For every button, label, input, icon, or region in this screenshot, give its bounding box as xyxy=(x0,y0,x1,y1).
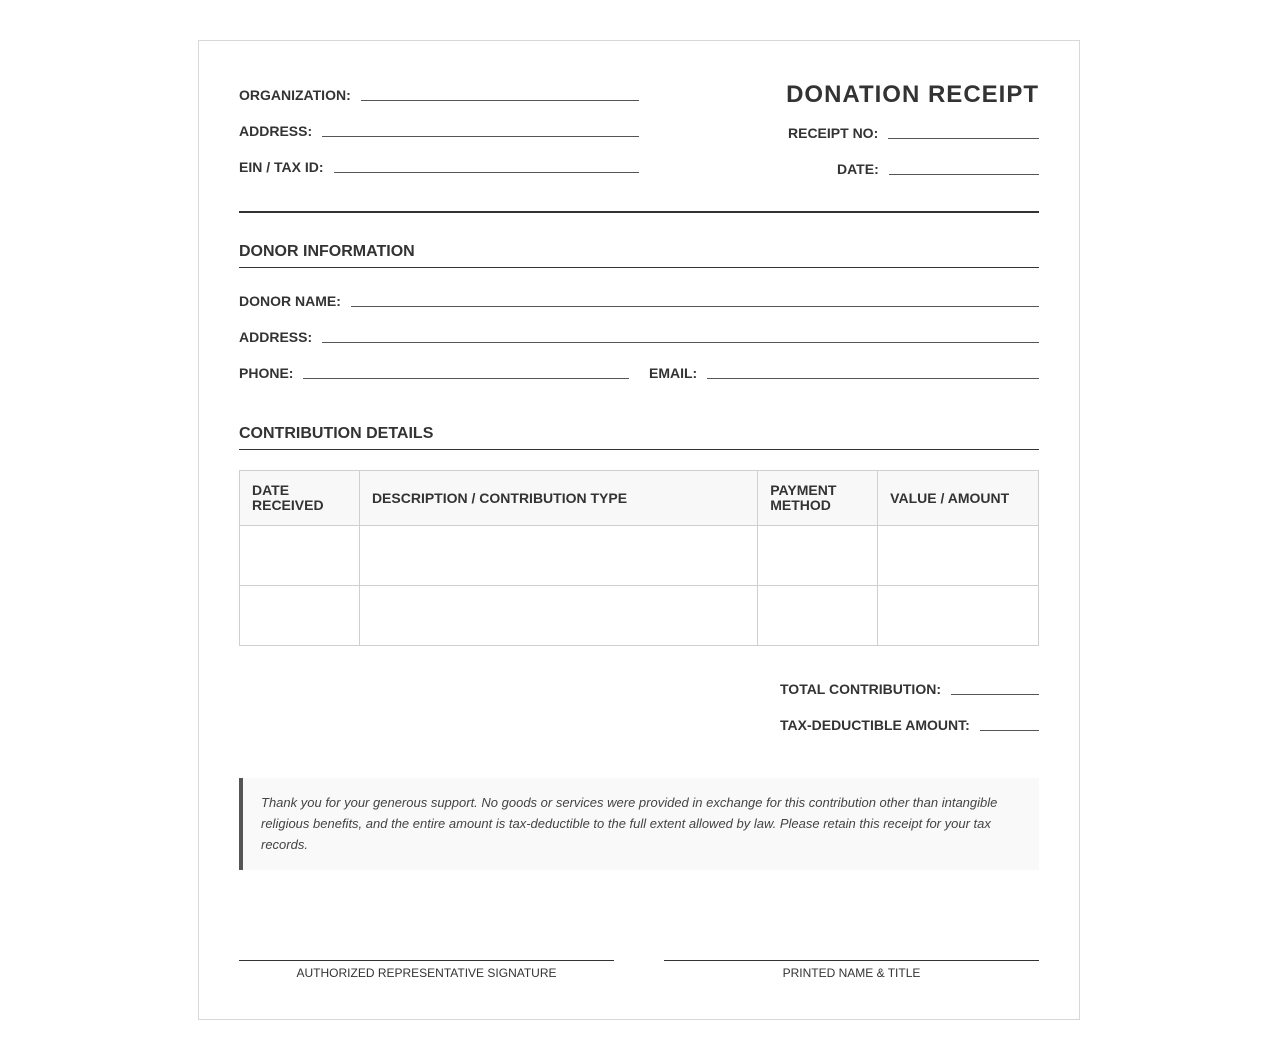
contribution-section-title: CONTRIBUTION DETAILS xyxy=(239,425,1039,450)
signature-label-left: AUTHORIZED REPRESENTATIVE SIGNATURE xyxy=(296,966,557,980)
email-label: EMAIL: xyxy=(649,365,698,381)
org-address-label: ADDRESS: xyxy=(239,123,313,139)
organization-label: ORGANIZATION: xyxy=(239,87,351,103)
donor-name-line[interactable] xyxy=(351,306,1039,307)
signature-block-right xyxy=(664,960,1039,980)
tax-deductible-label: TAX-DEDUCTIBLE AMOUNT: xyxy=(780,717,970,733)
org-address-line[interactable] xyxy=(322,136,639,137)
signature-label-right: PRINTED NAME & TITLE xyxy=(782,966,921,980)
acknowledgment-note: Thank you for your generous support. No goods or services were provided in exchange for this contribution other than intangible religious benefits, and the entire amount is tax-deductible to the full extent allowed by law. Please retain this receipt for your tax records. xyxy=(239,778,1039,870)
donor-name-label: DONOR NAME: xyxy=(239,293,341,309)
table-header-row xyxy=(240,471,1039,526)
total-contribution-line[interactable] xyxy=(951,694,1039,695)
table-cell[interactable] xyxy=(359,586,757,646)
donor-section-title: DONOR INFORMATION xyxy=(239,243,1039,268)
receipt-content xyxy=(239,41,1039,1019)
table-row xyxy=(240,586,1039,646)
page-title: DONATION RECEIPT xyxy=(786,81,1039,108)
tax-deductible-field[interactable] xyxy=(780,717,1039,733)
receipt-page xyxy=(198,40,1080,1020)
total-contribution-field[interactable] xyxy=(780,681,1039,697)
col-description: DESCRIPTION / CONTRIBUTION TYPE xyxy=(359,471,757,526)
signature-block-left xyxy=(239,960,614,980)
signature-line-right[interactable] xyxy=(664,960,1039,961)
donor-address-label: ADDRESS: xyxy=(239,329,313,345)
receipt-no-line[interactable] xyxy=(888,138,1039,139)
table-cell[interactable] xyxy=(878,526,1039,586)
phone-field[interactable] xyxy=(239,365,629,381)
email-line[interactable] xyxy=(707,378,1039,379)
receipt-no-label: RECEIPT NO: xyxy=(788,125,879,141)
ein-label: EIN / TAX ID: xyxy=(239,159,324,175)
donor-address-line[interactable] xyxy=(322,342,1039,343)
phone-line[interactable] xyxy=(303,378,629,379)
date-line[interactable] xyxy=(889,174,1039,175)
organization-line[interactable] xyxy=(361,100,639,101)
table-row xyxy=(240,526,1039,586)
donor-name-field[interactable] xyxy=(239,293,1039,309)
col-payment-method: PAYMENT METHOD xyxy=(758,471,878,526)
date-label: DATE: xyxy=(837,161,879,177)
donor-address-field[interactable] xyxy=(239,329,1039,345)
col-value-amount: VALUE / AMOUNT xyxy=(878,471,1039,526)
col-date-received: DATE RECEIVED xyxy=(240,471,360,526)
table-cell[interactable] xyxy=(758,586,878,646)
organization-field[interactable] xyxy=(239,87,639,103)
signature-line-left[interactable] xyxy=(239,960,614,961)
table-cell[interactable] xyxy=(878,586,1039,646)
total-contribution-label: TOTAL CONTRIBUTION: xyxy=(780,681,941,697)
table-cell[interactable] xyxy=(240,586,360,646)
header-divider xyxy=(239,211,1039,213)
contribution-table xyxy=(239,470,1039,646)
table-cell[interactable] xyxy=(240,526,360,586)
table-cell[interactable] xyxy=(359,526,757,586)
tax-deductible-line[interactable] xyxy=(980,730,1039,731)
org-address-field[interactable] xyxy=(239,123,639,139)
phone-label: PHONE: xyxy=(239,365,294,381)
table-cell[interactable] xyxy=(758,526,878,586)
ein-field[interactable] xyxy=(239,159,639,175)
ein-line[interactable] xyxy=(334,172,639,173)
date-field[interactable] xyxy=(837,161,1039,177)
email-field[interactable] xyxy=(649,365,1039,381)
receipt-no-field[interactable] xyxy=(788,125,1039,141)
